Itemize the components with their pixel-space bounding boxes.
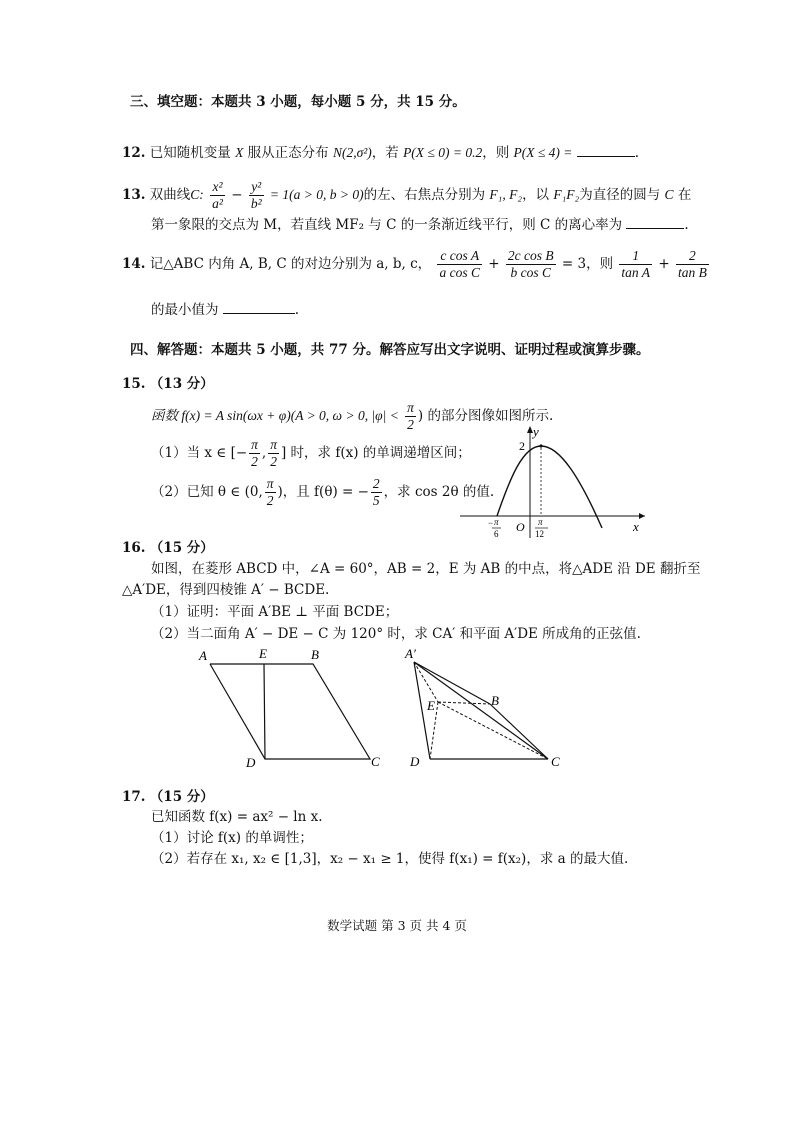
q13-rest4: 在 bbox=[677, 187, 692, 203]
question-16-header bbox=[122, 538, 214, 558]
q12-text-c: 服从正态分布 bbox=[247, 145, 329, 161]
q13-rest1: 的左、右焦点分别为 bbox=[363, 187, 486, 203]
tick-left-den: 6 bbox=[494, 529, 499, 539]
q15-p1-b: ] 时，求 f(x) 的单调递增区间； bbox=[280, 445, 471, 461]
question-number: 13. bbox=[122, 187, 146, 203]
q13-f1f2: F₁F₂ bbox=[553, 187, 580, 202]
edge-ec-hidden bbox=[438, 702, 548, 759]
q12-distribution: N(2,σ²) bbox=[332, 145, 372, 160]
question-13 bbox=[122, 178, 691, 212]
q13-lead: 双曲线 bbox=[149, 187, 191, 203]
q15-p1-a: （1）当 x ∈ [− bbox=[151, 445, 248, 461]
q16-part-1: （1）证明：平面 A′BE ⊥ 平面 BCDE； bbox=[151, 604, 399, 620]
q14-line2: 的最小值为 bbox=[151, 302, 219, 318]
q13-line2: 第一象限的交点为 M，若直线 MF₂ 与 C 的一条渐近线平行，则 C 的离心率为 bbox=[151, 217, 623, 233]
q12-condition: P(X ≤ 0) = 0.2 bbox=[403, 145, 483, 160]
question-number: 15. bbox=[122, 376, 146, 392]
rhombus-outline bbox=[210, 664, 370, 759]
edge-eb-hidden bbox=[438, 702, 490, 704]
question-12 bbox=[122, 142, 639, 163]
question-17-header bbox=[122, 787, 214, 807]
q15-p1-frac-2: $\frac{\pi}{2}$ bbox=[270, 437, 277, 469]
tick-left-sign: − bbox=[488, 518, 494, 528]
question-15-part-2 bbox=[151, 475, 494, 509]
vertex-a-label: A bbox=[199, 648, 207, 663]
q15-stem-a: 函数 f(x) = A sin(ωx + φ)(A > 0, ω > 0, |φ| < bbox=[151, 408, 399, 423]
q15-p1-frac-1: $\frac{\pi}{2}$ bbox=[251, 437, 258, 469]
vertex-b-label: B bbox=[491, 693, 499, 708]
question-score: （15 分） bbox=[149, 789, 214, 805]
q14-frac-4: $\frac{2}{\text{tan B}}$ bbox=[677, 248, 707, 280]
vertex-b-label: B bbox=[311, 647, 319, 662]
q14-frac-1: $\frac{\text{c cos A}}{\text{a cos C}}$ bbox=[439, 248, 480, 280]
edge-bc bbox=[490, 704, 548, 759]
sine-graph bbox=[455, 418, 655, 543]
question-14 bbox=[122, 246, 711, 282]
q17-part-1: （1）讨论 f(x) 的单调性； bbox=[151, 830, 313, 846]
q16-line-1: 如图，在菱形 ABCD 中，∠A = 60°，AB = 2，E 为 AB 的中点，将△ADE 沿 DE 翻折至 bbox=[151, 561, 701, 577]
q14-eq: = 3，则 bbox=[561, 256, 614, 272]
vertex-e-label: E bbox=[427, 698, 435, 713]
tick-right-den: 12 bbox=[535, 529, 544, 539]
q15-p2-frac: $\frac{2}{5}$ bbox=[372, 476, 380, 508]
q12-text-a: 已知随机变量 bbox=[149, 145, 231, 161]
question-14-line-2 bbox=[151, 299, 299, 320]
q14-lead: 记△ABC 内角 A, B, C 的对边分别为 a, b, c， bbox=[149, 256, 432, 272]
segment-de bbox=[264, 664, 265, 759]
origin-label: O bbox=[516, 520, 525, 534]
x-axis-arrow-icon bbox=[639, 513, 645, 519]
pyramid-figure bbox=[400, 642, 580, 772]
q13-curve: C: bbox=[190, 187, 204, 202]
q14-frac-3: $\frac{1}{\text{tan A}}$ bbox=[621, 248, 651, 280]
q15-pi-over-2: $\frac{\pi}{2}$ bbox=[407, 400, 414, 432]
edge-ab bbox=[414, 662, 490, 704]
vertex-e-label: E bbox=[259, 646, 267, 661]
q13-eq: = 1(a > 0, b > 0) bbox=[269, 187, 364, 202]
y-label: y bbox=[533, 424, 539, 439]
page-footer: 数学试题 第 3 页 共 4 页 bbox=[327, 918, 467, 933]
rhombus-figure bbox=[190, 642, 390, 772]
q16-line-2: △A′DE，得到四棱锥 A′ − BCDE. bbox=[122, 582, 330, 598]
vertex-d-label: D bbox=[246, 755, 256, 770]
plus-sign: + bbox=[658, 256, 670, 272]
q14-frac-2: $\frac{\text{2c cos B}}{\text{b cos C}}$ bbox=[507, 248, 554, 280]
q13-frac-y: $\frac{\text{y²}}{\text{b²}}$ bbox=[250, 179, 262, 211]
question-15-header bbox=[122, 374, 214, 394]
q15-stem-b: ) 的部分图像如图所示. bbox=[417, 408, 554, 424]
vertex-a-prime-label: A′ bbox=[405, 646, 416, 661]
section-3-title: 三、填空题：本题共 3 小题，每小题 5 分，共 15 分。 bbox=[130, 94, 466, 110]
q15-p2-a: （2）已知 θ ∈ (0, bbox=[151, 484, 263, 500]
section-4-title: 四、解答题：本题共 5 小题，共 77 分。解答应写出文字说明、证明过程或演算步骤。 bbox=[130, 342, 650, 358]
vertex-c-label: C bbox=[551, 754, 560, 769]
question-number: 16. bbox=[122, 540, 146, 556]
q13-c: C bbox=[664, 187, 674, 202]
q13-foci: F₁, F₂ bbox=[489, 187, 523, 202]
q12-end: . bbox=[634, 145, 639, 161]
q17-part-2: （2）若存在 x₁, x₂ ∈ [1,3]，x₂ − x₁ ≥ 1，使得 f(x₁) = f(x₂)，求 a 的最大值. bbox=[151, 851, 629, 867]
question-13-line-2 bbox=[151, 214, 689, 235]
q17-stem: 已知函数 f(x) = ax² − ln x. bbox=[151, 809, 323, 825]
comma: , bbox=[261, 445, 267, 461]
q13-rest3: 为直径的圆与 bbox=[579, 187, 661, 203]
q15-p2-frac-pi: $\frac{\pi}{2}$ bbox=[266, 476, 274, 508]
tick-right-num: π bbox=[538, 517, 543, 527]
q13-frac-x: $\frac{\text{x²}}{\text{a²}}$ bbox=[212, 179, 223, 211]
minus-sign: − bbox=[231, 187, 243, 203]
q12-variable: X bbox=[235, 145, 244, 160]
q12-ask: P(X ≤ 4) = bbox=[513, 145, 573, 160]
q13-end: . bbox=[684, 217, 689, 233]
plus-sign: + bbox=[488, 256, 500, 272]
tick-left-num: π bbox=[494, 517, 499, 527]
question-score: （15 分） bbox=[149, 540, 214, 556]
vertex-d-label: D bbox=[410, 754, 420, 769]
q14-end: . bbox=[294, 302, 300, 318]
answer-blank bbox=[626, 214, 684, 229]
q12-text-e: ，则 bbox=[482, 145, 510, 161]
question-number: 17. bbox=[122, 789, 146, 805]
max-value-label: 2 bbox=[519, 439, 525, 453]
answer-blank bbox=[223, 299, 295, 314]
q12-text-d: ，若 bbox=[371, 145, 399, 161]
q15-p2-c: ，求 cos 2θ 的值. bbox=[383, 484, 495, 500]
x-label: x bbox=[633, 519, 639, 534]
answer-blank bbox=[577, 142, 635, 157]
question-number: 14. bbox=[122, 256, 146, 272]
q13-rest2: ，以 bbox=[522, 187, 550, 203]
max-point bbox=[539, 444, 542, 447]
question-number: 12. bbox=[122, 145, 146, 161]
vertex-c-label: C bbox=[371, 754, 380, 769]
question-15-part-1 bbox=[151, 436, 471, 470]
q16-part-2: （2）当二面角 A′ − DE − C 为 120° 时，求 CA′ 和平面 A′DE 所成角的正弦值. bbox=[151, 626, 641, 642]
question-score: （13 分） bbox=[149, 376, 214, 392]
q15-p2-b: )，且 f(θ) = − bbox=[277, 484, 369, 500]
